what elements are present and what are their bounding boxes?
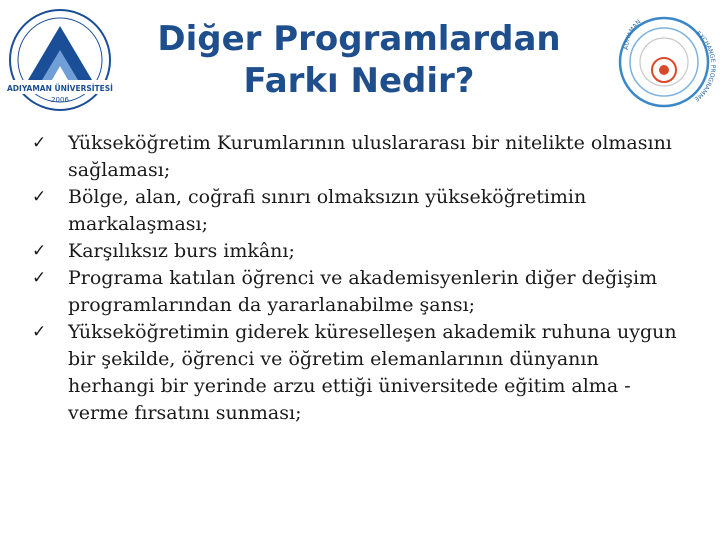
- bullet-text: Programa katılan öğrenci ve akademisyenlerin diğer değişim programlarından da yararlanabilme şansı;: [68, 267, 658, 316]
- list-item: [22, 238, 682, 265]
- logo-ring-text-side: EXCHANGE PROGRAMME: [692, 30, 716, 103]
- title-line-2: Farkı Nedir?: [243, 61, 475, 101]
- list-item: [22, 184, 682, 238]
- check-mark-icon: ✓: [32, 133, 47, 153]
- university-year: 2006: [51, 96, 69, 104]
- logo-ring-text-top: ADIYAMAN: [622, 18, 643, 51]
- check-mark-icon: ✓: [32, 241, 47, 261]
- list-item: [22, 319, 682, 427]
- slide-title: [118, 18, 600, 102]
- list-item: [22, 130, 682, 184]
- svg-text:ADIYAMAN: [623, 19, 642, 51]
- check-mark-icon: ✓: [32, 268, 47, 288]
- bullet-text: Karşılıksız burs imkânı;: [68, 240, 295, 262]
- bullet-list: [22, 130, 682, 427]
- check-mark-icon: ✓: [32, 187, 47, 207]
- bullet-text: Bölge, alan, coğrafi sınırı olmaksızın yükseköğretimin markalaşması;: [68, 186, 587, 235]
- bullet-text: Yükseköğretim Kurumlarının uluslararası bir nitelikte olmasını sağlaması;: [68, 132, 672, 181]
- university-logo: [4, 6, 116, 112]
- title-line-1: Diğer Programlardan: [157, 19, 561, 59]
- list-item: [22, 265, 682, 319]
- university-name: ADIYAMAN ÜNİVERSİTESİ: [7, 84, 113, 93]
- check-mark-icon: ✓: [32, 322, 47, 342]
- bullet-text: Yükseköğretimin giderek küreselleşen akademik ruhuna uygun bir şekilde, öğrenci ve öğretim elemanlarının dünyanın herhangi bir yerinde arzu ettiği üniversitede eğitim alma - verme fırsatını sunması;: [68, 321, 677, 424]
- exchange-programme-logo: [608, 4, 716, 116]
